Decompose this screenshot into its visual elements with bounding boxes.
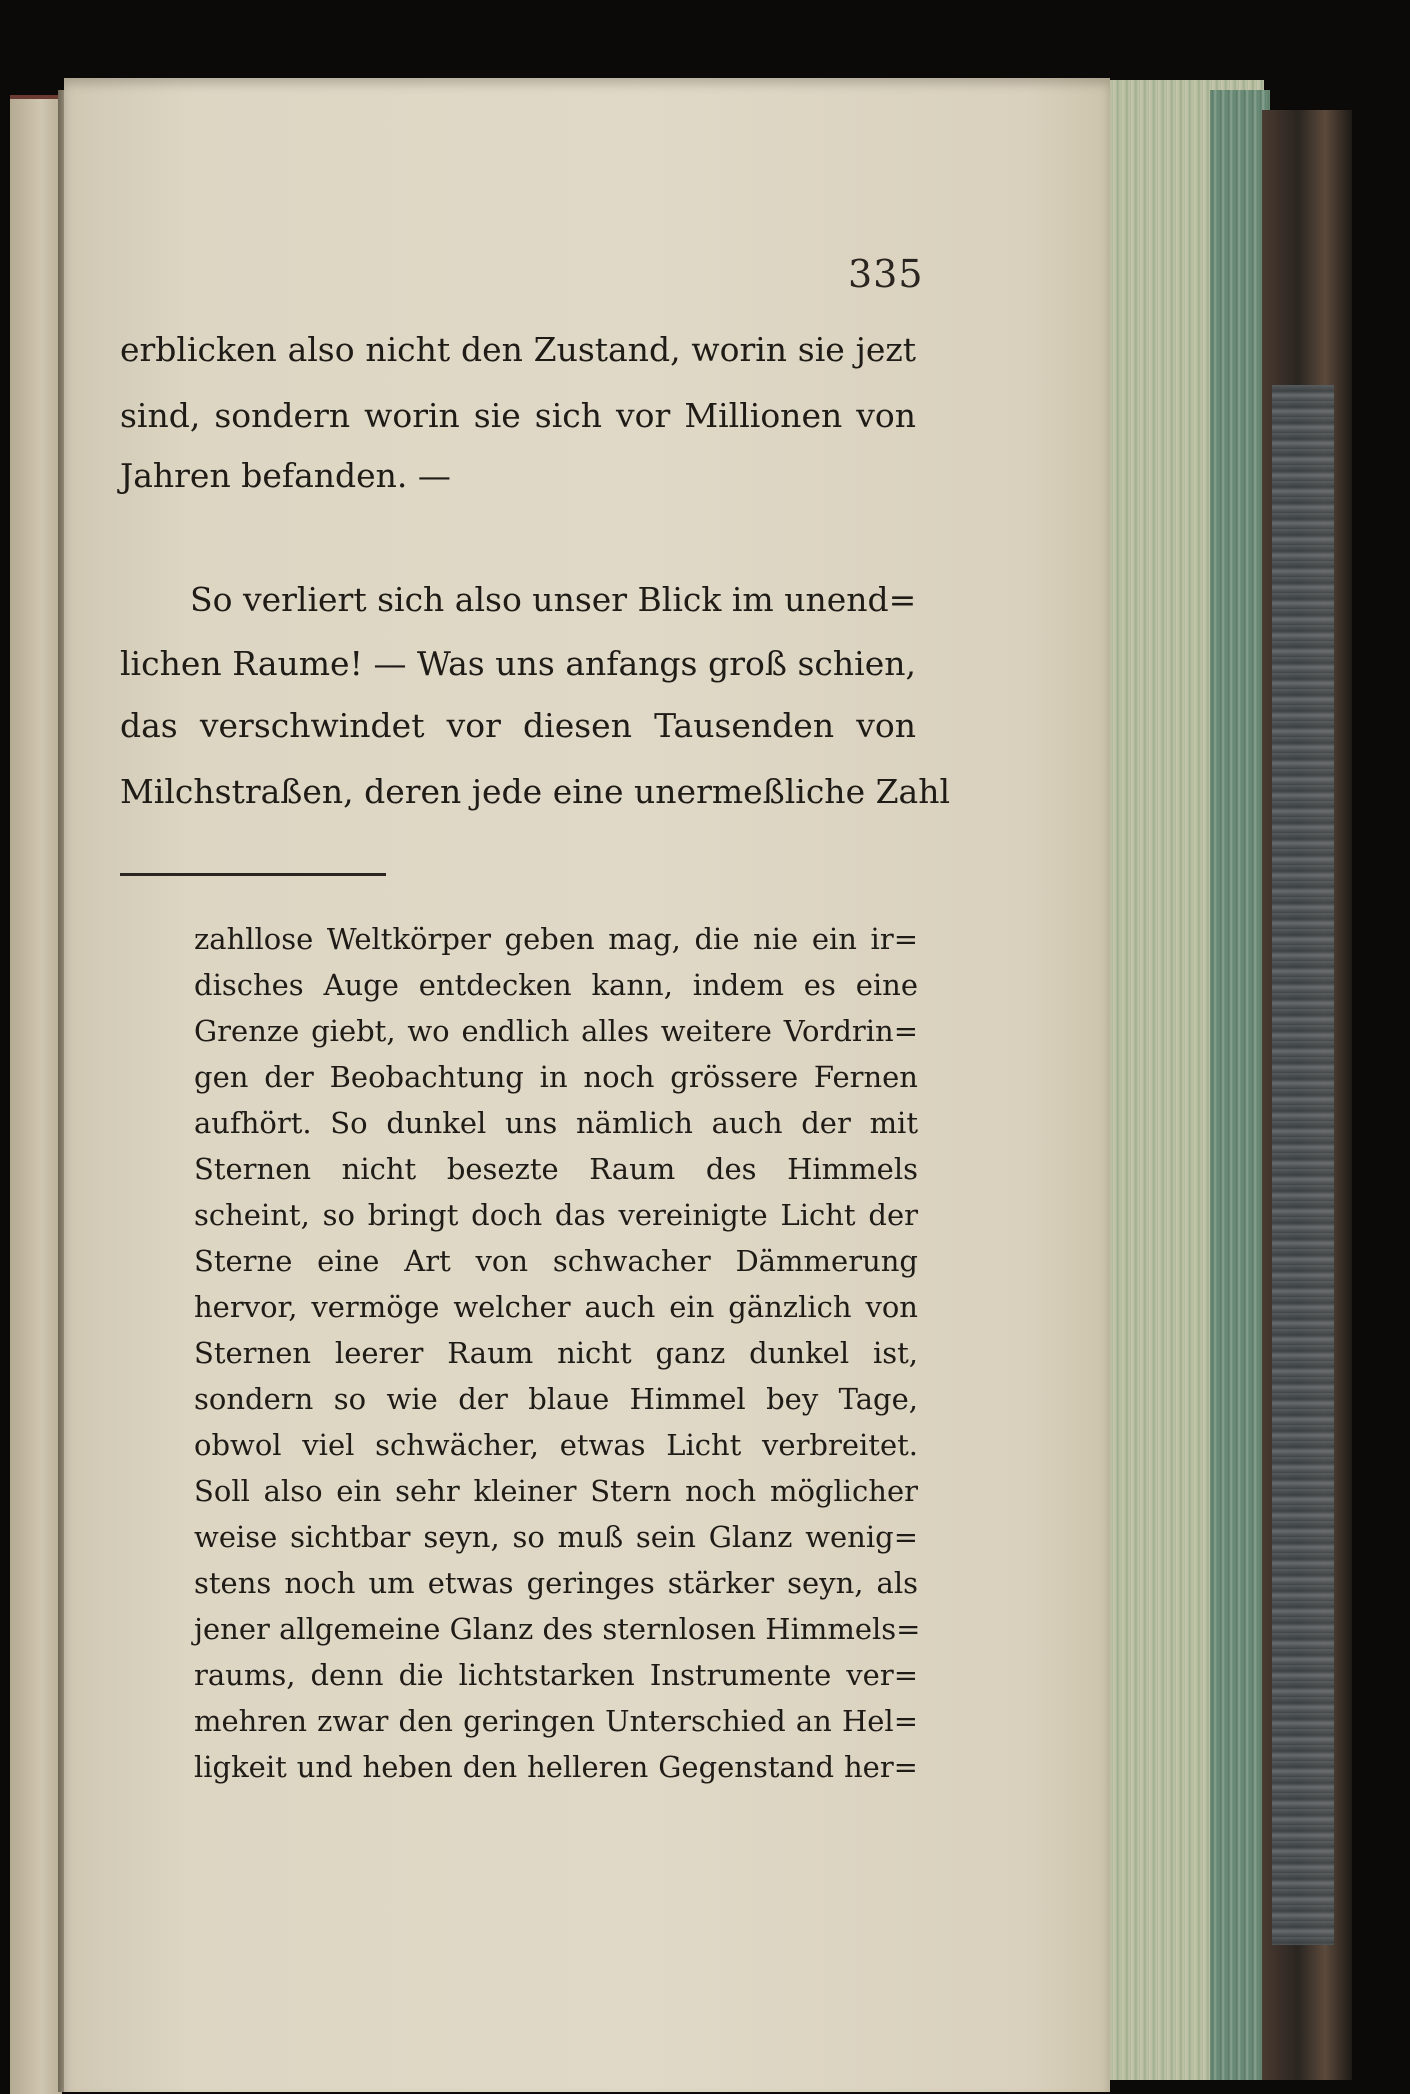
footnote-line: mehren zwar den geringen Unterschied an Hel=: [194, 1704, 918, 1738]
body-line: sind, sondern worin sie sich vor Millionen von: [120, 396, 916, 435]
body-line: erblicken also nicht den Zustand, worin sie jezt: [120, 330, 916, 369]
footnote-line: obwol viel schwächer, etwas Licht verbreitet.: [194, 1428, 918, 1462]
footnote-line: Sterne eine Art von schwacher Dämmerung: [194, 1244, 918, 1278]
body-line: das verschwindet vor diesen Tausenden von: [120, 706, 916, 745]
footnote-line: hervor, vermöge welcher auch ein gänzlich von: [194, 1290, 918, 1324]
footnote-line: raums, denn die lichtstarken Instrumente ver=: [194, 1658, 918, 1692]
footnote-line: zahllose Weltkörper geben mag, die nie ein ir=: [194, 922, 918, 956]
footnote-line: ligkeit und heben den helleren Gegenstand her=: [194, 1750, 918, 1784]
page-number: 335: [848, 252, 924, 296]
body-line: Milchstraßen, deren jede eine unermeßliche Zahl: [120, 772, 950, 811]
footnote-line: Sternen nicht besezte Raum des Himmels: [194, 1152, 918, 1186]
footnote-rule: [120, 873, 386, 876]
body-line: Jahren befanden. —: [120, 456, 451, 495]
footnote-line: weise sichtbar seyn, so muß sein Glanz wenig=: [194, 1520, 918, 1554]
footnote-line: aufhört. So dunkel uns nämlich auch der mit: [194, 1106, 918, 1140]
footnote-line: stens noch um etwas geringes stärker seyn, als: [194, 1566, 918, 1600]
footnote-line: gen der Beobachtung in noch grössere Fernen: [194, 1060, 918, 1094]
body-line: lichen Raume! — Was uns anfangs groß schien,: [120, 644, 916, 683]
footnote-line: Grenze giebt, wo endlich alles weitere Vordrin=: [194, 1014, 918, 1048]
footnote-line: disches Auge entdecken kann, indem es eine: [194, 968, 918, 1002]
footnote-line: sondern so wie der blaue Himmel bey Tage,: [194, 1382, 918, 1416]
footnote-line: Soll also ein sehr kleiner Stern noch möglicher: [194, 1474, 918, 1508]
footnote-line: Sternen leerer Raum nicht ganz dunkel ist,: [194, 1336, 918, 1370]
footnote-line: scheint, so bringt doch das vereinigte Licht der: [194, 1198, 918, 1232]
body-line: So verliert sich also unser Blick im unend=: [190, 580, 917, 619]
footnote-line: jener allgemeine Glanz des sternlosen Himmels=: [194, 1612, 921, 1646]
